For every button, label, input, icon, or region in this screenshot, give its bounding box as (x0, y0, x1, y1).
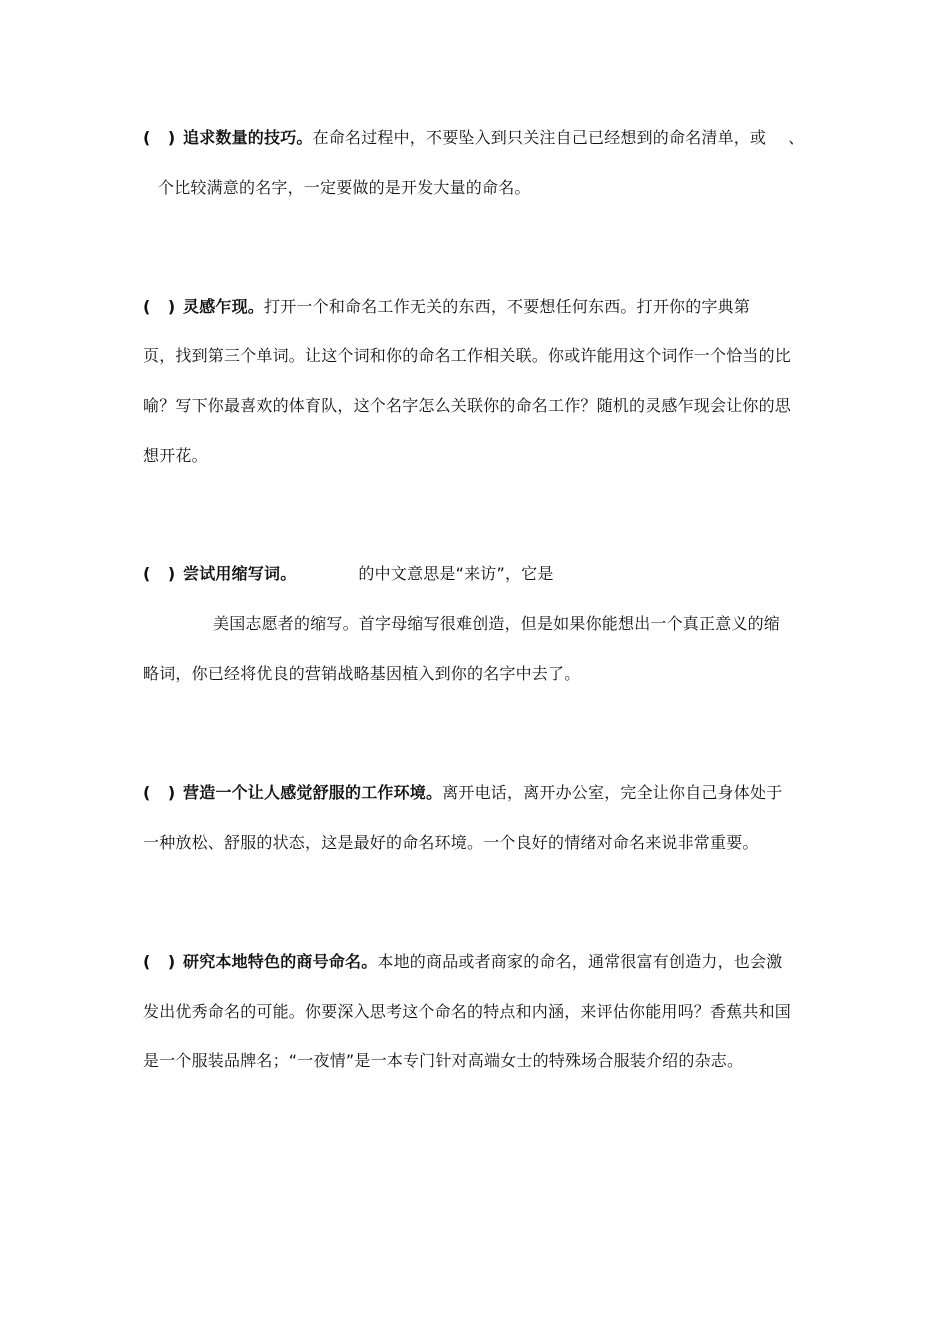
paragraph-5-line-1 (143, 952, 782, 972)
paragraph-2-line-4 (143, 446, 208, 466)
paragraph-3-line-2 (213, 614, 780, 634)
paragraph-1-text: 、 (788, 128, 805, 147)
paragraph-1-line-2 (158, 178, 531, 198)
paragraph-1-title: 追求数量的技巧。 (183, 128, 313, 147)
paragraph-4-text: 一种放松、舒服的状态，这是最好的命名环境。一个良好的情绪对命名来说非常重要。 (143, 833, 759, 852)
paragraph-4-marker: ( ) (143, 783, 176, 802)
paragraph-2-text: 页，找到第三个单词。让这个词和你的命名工作相关联。你或许能用这个词作一个恰当的比 (143, 346, 792, 365)
paragraph-1-text: 个比较满意的名字，一定要做的是开发大量的命名。 (158, 178, 531, 197)
paragraph-4-line-1 (143, 783, 782, 803)
paragraph-2-marker: ( ) (143, 297, 176, 316)
paragraph-3-line-1 (143, 564, 554, 584)
paragraph-1-marker: ( ) (143, 128, 176, 147)
paragraph-4-line-2 (143, 833, 759, 853)
paragraph-5-text: 本地的商品或者商家的命名，通常很富有创造力，也会激 (377, 952, 783, 971)
paragraph-5-marker: ( ) (143, 952, 176, 971)
paragraph-4-text: 离开电话，离开办公室，完全让你自己身体处于 (442, 783, 783, 802)
paragraph-2-line-2 (143, 346, 791, 366)
paragraph-3-text: 的中文意思是“来访”，它是 (358, 564, 554, 583)
paragraph-5-line-3 (143, 1051, 743, 1071)
paragraph-2-text: 想开花。 (143, 446, 208, 465)
paragraph-5-text: 发出优秀命名的可能。你要深入思考这个命名的特点和内涵，来评估你能用吗？香蕉共和国 (143, 1002, 792, 1021)
paragraph-3-text: 美国志愿者的缩写。首字母缩写很难创造，但是如果你能想出一个真正意义的缩 (213, 614, 781, 633)
paragraph-2-title: 灵感乍现。 (183, 297, 265, 316)
paragraph-3-title: 尝试用缩写词。 (183, 564, 297, 583)
paragraph-5-text: 是一个服装品牌名；“一夜情”是一本专门针对高端女士的特殊场合服装介绍的杂志。 (143, 1051, 744, 1070)
paragraph-4-title: 营造一个让人感觉舒服的工作环境。 (183, 783, 443, 802)
paragraph-2-line-1 (143, 297, 750, 317)
paragraph-2-line-3 (143, 396, 791, 416)
paragraph-1-line-1 (143, 128, 804, 148)
paragraph-5-title: 研究本地特色的商号命名。 (183, 952, 378, 971)
paragraph-5-line-2 (143, 1002, 791, 1022)
paragraph-3-line-3 (143, 664, 580, 684)
paragraph-1-text: 在命名过程中，不要坠入到只关注自己已经想到的命名清单，或 (312, 128, 767, 147)
paragraph-2-text: 打开一个和命名工作无关的东西，不要想任何东西。打开你的字典第 (264, 297, 751, 316)
paragraph-2-text: 喻？写下你最喜欢的体育队，这个名字怎么关联你的命名工作？随机的灵感乍现会让你的思 (143, 396, 792, 415)
paragraph-3-marker: ( ) (143, 564, 176, 583)
paragraph-3-text: 略词，你已经将优良的营销战略基因植入到你的名字中去了。 (143, 664, 581, 683)
